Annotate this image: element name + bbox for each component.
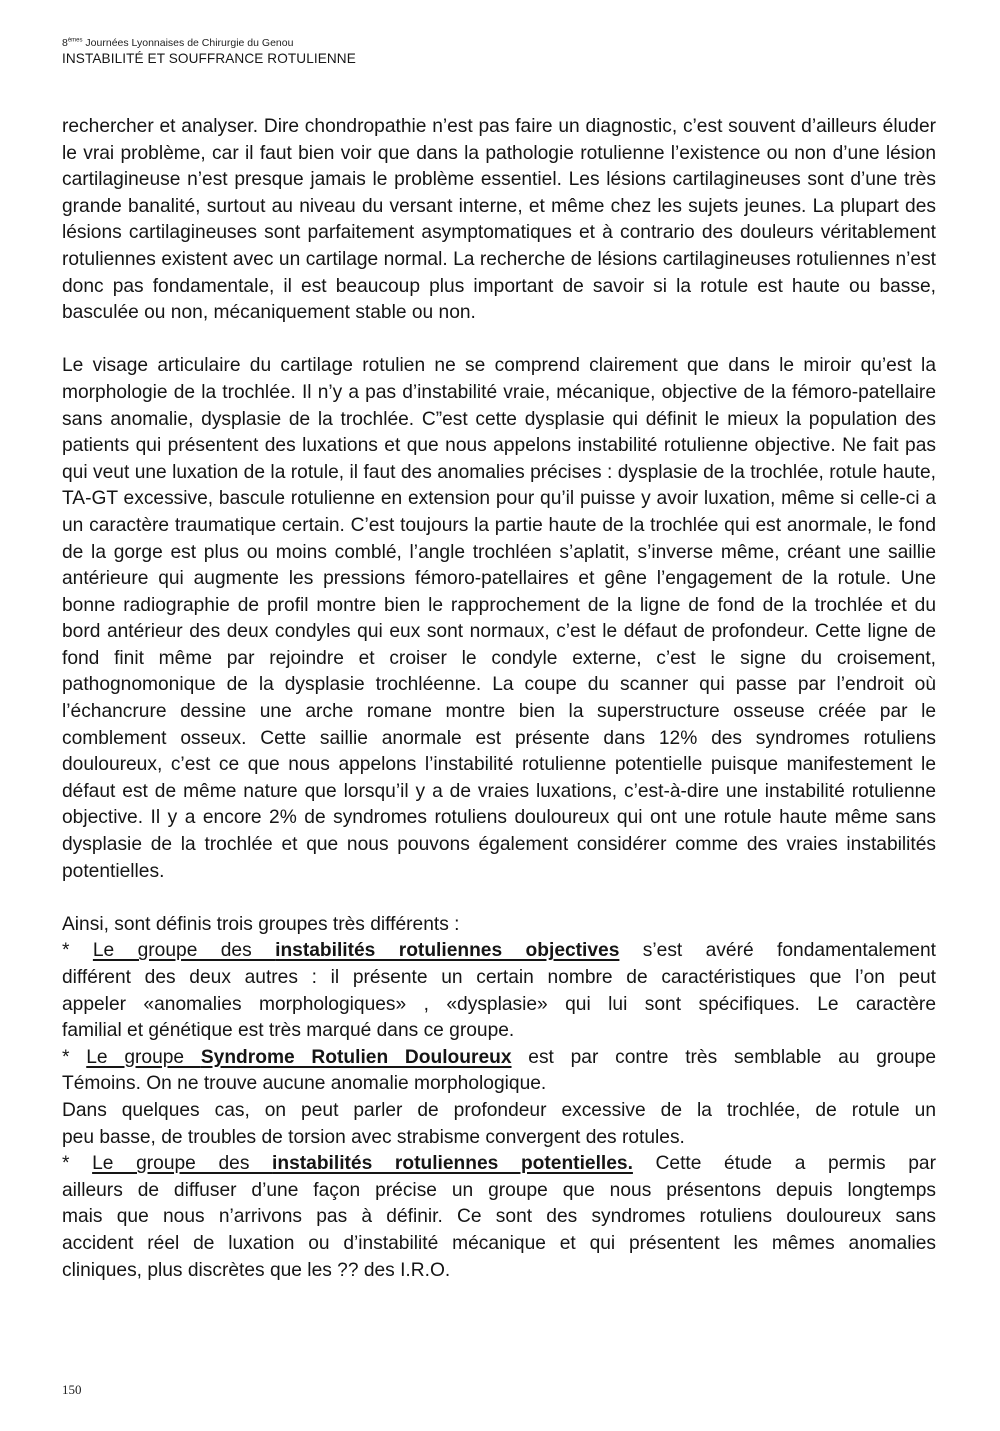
group-label-strong: Syndrome Rotulien Douloureux	[200, 1046, 512, 1068]
series-name: Journées Lyonnaises de Chirurgie du Genou	[82, 37, 294, 49]
group-label-strong: instabilités rotuliennes potentielles.	[272, 1153, 633, 1175]
group-line	[62, 1151, 936, 1178]
group-label-prefix: Le groupe des	[92, 1153, 273, 1175]
group-label-prefix: Le groupe des	[92, 940, 276, 962]
group-line: peu basse, de troubles de torsion avec strabisme convergent des rotules.	[62, 1126, 685, 1148]
bullet-marker: *	[62, 940, 93, 962]
series-number: 8	[62, 37, 68, 49]
chapter-title: INSTABILITÉ ET SOUFFRANCE ROTULIENNE	[62, 51, 356, 66]
group-line: Témoins. On ne trouve aucune anomalie morphologique.	[62, 1073, 547, 1095]
paragraph-1: rechercher et analyser. Dire chondropathie n’est pas faire un diagnostic, c’est souvent d’ailleurs éluder le vrai problème, car il faut bien voir que dans la pathologie rotulienne l’existence ou non d’une lésion cartilagineuse n’est presque jamais le problème essentiel. Les lésions cartilagineuses sont d’une très grande banalité, surtout au niveau du versant interne, et même chez les sujets jeunes. La plupart des lésions cartilagineuses sont parfaitement asymptomatiques et à contrario des douleurs véritablement rotuliennes existent avec un cartilage normal. La recherche de lésions cartilagineuses rotuliennes n’est donc pas fondamentale, il est beaucoup plus important de savoir si la rotule est haute ou basse, basculée ou non, mécaniquement stable ou non.	[62, 116, 936, 324]
group-line-rest: est par contre très semblable au groupe	[511, 1046, 936, 1068]
group-label-strong: instabilités rotuliennes objectives	[275, 940, 620, 962]
group-line: accident réel de luxation ou d’instabilité mécanique et qui présentent les mêmes anomalies	[62, 1232, 936, 1254]
body-text	[62, 114, 936, 1284]
paragraph-2: Le visage articulaire du cartilage rotulien ne se comprend clairement que dans le miroir qu’est la morphologie de la trochlée. Il n’y a pas d’instabilité vraie, mécanique, objective de la fémoro-patellaire sans anomalie, dysplasie de la trochlée. C”est cette dysplasie qui définit le mieux la population des patients qui présentent des luxations et que nous appelons instabilité rotulienne objective. Ne fait pas qui veut une luxation de la rotule, il faut des anomalies précises : dysplasie de la trochlée, rotule haute, TA-GT excessive, bascule rotulienne en extension pour qu’il puisse y avoir luxation, même si celle-ci a un caractère traumatique certain. C’est toujours la partie haute de la trochlée qui est anormale, le fond de la gorge est plus ou moins comblé, l’angle trochléen s’aplatit, s’inverse même, créant une saillie antérieure qui augmente les pressions fémoro-patellaires et gêne l’engagement de la rotule. Une bonne radiographie de profil montre bien le rapprochement de la ligne de fond de la trochlée et du bord antérieur des deux condyles qui eux sont normaux, c’est le défaut de profondeur. Cette ligne de fond finit même par rejoindre et croiser le condyle externe, c’est le signe du croisement, pathognomonique de la dysplasie trochléenne. La coupe du scanner qui passe par l’endroit où l’échancrure dessine une arche romane montre bien la superstructure osseuse créée par le comblement osseux. Cette saillie anormale est présente dans 12% des syndromes rotuliens douloureux, c’est ce que nous appelons l’instabilité rotulienne potentielle puisque manifestement le défaut est de même nature que lorsqu’il y a de vraies luxations, c’est-à-dire une instabilité rotulienne objective. Il y a encore 2% de syndromes rotuliens douloureux qui ont une rotule haute même sans dysplasie de la trochlée et que nous pouvons également considérer comme des vraies instabilités potentielles.	[62, 355, 936, 882]
groups-section	[62, 912, 936, 1284]
page-number: 150	[62, 1382, 82, 1397]
group-label	[92, 1153, 633, 1174]
group-line: familial et génétique est très marqué dans ce groupe.	[62, 1020, 515, 1042]
group-line: mais que nous n’arrivons pas à définir. Ce sont des syndromes rotuliens douloureux sans	[62, 1206, 936, 1228]
group-line: Dans quelques cas, on peut parler de profondeur excessive de la trochlée, de rotule un	[62, 1099, 936, 1121]
group-potential-instability	[62, 1151, 936, 1284]
group-line	[62, 1045, 936, 1072]
group-line: cliniques, plus discrètes que les ?? des I.R.O.	[62, 1259, 451, 1281]
running-header	[62, 37, 356, 67]
group-objective-instability	[62, 938, 936, 1044]
group-label	[93, 940, 620, 961]
bullet-marker: *	[62, 1153, 93, 1175]
series-title	[62, 37, 356, 50]
group-label-prefix: Le groupe	[86, 1046, 201, 1068]
group-line-rest: Cette étude a permis par	[632, 1153, 936, 1175]
bullet-marker: *	[62, 1046, 87, 1068]
group-line	[62, 938, 936, 965]
group-line: différent des deux autres : il présente un certain nombre de caractéristiques que l’on peut	[62, 967, 936, 988]
paragraph-gap	[62, 327, 936, 354]
paragraph-gap	[62, 885, 936, 912]
group-painful-syndrome	[62, 1045, 936, 1151]
series-ordinal: èmes	[67, 37, 83, 44]
groups-intro: Ainsi, sont définis trois groupes très différents :	[62, 913, 460, 935]
group-label	[86, 1047, 511, 1068]
group-line: appeler «anomalies morphologiques» , «dysplasie» qui lui sont spécifiques. Le caractère	[62, 993, 936, 1015]
group-line-rest: s’est avéré fondamentalement	[619, 940, 936, 962]
group-line: ailleurs de diffuser d’une façon précise un groupe que nous présentons depuis longtemps	[62, 1179, 936, 1201]
